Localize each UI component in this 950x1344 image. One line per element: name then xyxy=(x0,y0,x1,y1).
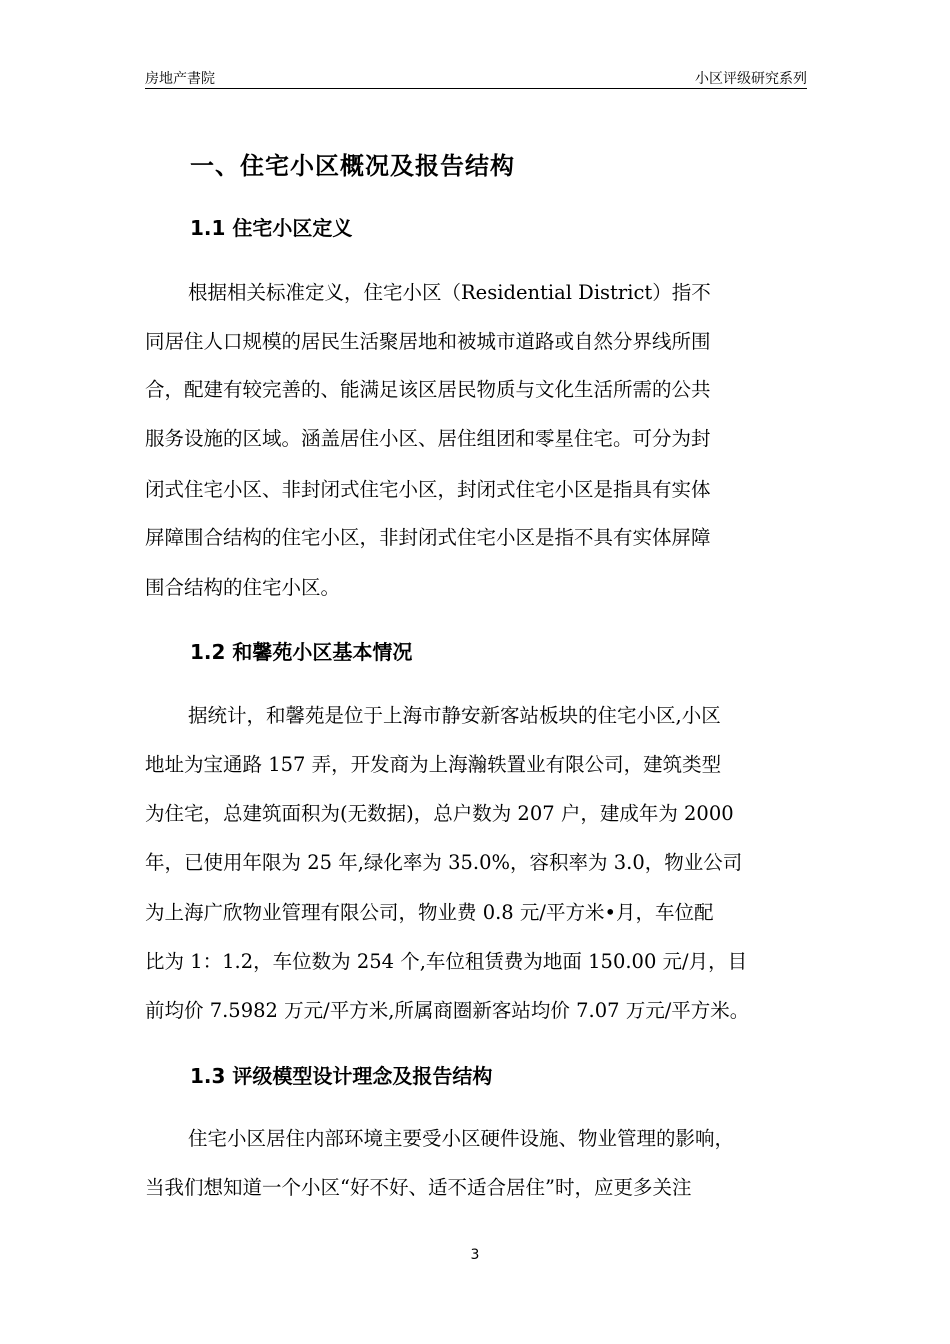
paragraph-line: 住宅小区居住内部环境主要受小区硬件设施、物业管理的影响， xyxy=(188,1127,735,1150)
paragraph-line: 同居住人口规模的居民生活聚居地和被城市道路或自然分界线所围 xyxy=(145,330,711,353)
paragraph-line: 合，配建有较完善的、能满足该区居民物质与文化生活所需的公共 xyxy=(145,378,711,401)
heading-1-3: 1.3 评级模型设计理念及报告结构 xyxy=(190,1064,493,1088)
paragraph-line: 屏障围合结构的住宅小区，非封闭式住宅小区是指不具有实体屏障 xyxy=(145,526,711,549)
paragraph-line: 闭式住宅小区、非封闭式住宅小区，封闭式住宅小区是指具有实体 xyxy=(145,478,711,501)
paragraph-line: 为上海广欣物业管理有限公司，物业费 0.8 元/平方米•月，车位配 xyxy=(145,901,714,924)
paragraph-line: 为住宅，总建筑面积为(无数据)，总户数为 207 户，建成年为 2000 xyxy=(145,802,734,825)
paragraph-line: 地址为宝通路 157 弄，开发商为上海瀚轶置业有限公司，建筑类型 xyxy=(145,753,722,776)
page-number: 3 xyxy=(470,1247,480,1263)
paragraph-line: 服务设施的区域。涵盖居住小区、居住组团和零星住宅。可分为封 xyxy=(145,427,711,450)
paragraph-line: 据统计，和馨苑是位于上海市静安新客站板块的住宅小区,小区 xyxy=(188,704,721,727)
section-title: 一、住宅小区概况及报告结构 xyxy=(190,152,515,180)
paragraph-line: 年，已使用年限为 25 年,绿化率为 35.0%，容积率为 3.0，物业公司 xyxy=(145,851,743,874)
paragraph-line: 围合结构的住宅小区。 xyxy=(145,576,341,599)
header-series-title: 小区评级研究系列 xyxy=(695,71,807,87)
paragraph-line: 根据相关标准定义，住宅小区（Residential District）指不 xyxy=(188,281,711,304)
header-publisher: 房地产書院 xyxy=(145,71,215,87)
paragraph-line: 比为 1：1.2，车位数为 254 个,车位租赁费为地面 150.00 元/月，目 xyxy=(145,950,748,973)
paragraph-line: 前均价 7.5982 万元/平方米,所属商圈新客站均价 7.07 万元/平方米。 xyxy=(145,999,750,1022)
heading-1-1: 1.1 住宅小区定义 xyxy=(190,216,353,240)
heading-1-2: 1.2 和馨苑小区基本情况 xyxy=(190,640,413,664)
page-header xyxy=(145,66,807,89)
paragraph-line: 当我们想知道一个小区“好不好、适不适合居住”时，应更多关注 xyxy=(145,1176,692,1199)
